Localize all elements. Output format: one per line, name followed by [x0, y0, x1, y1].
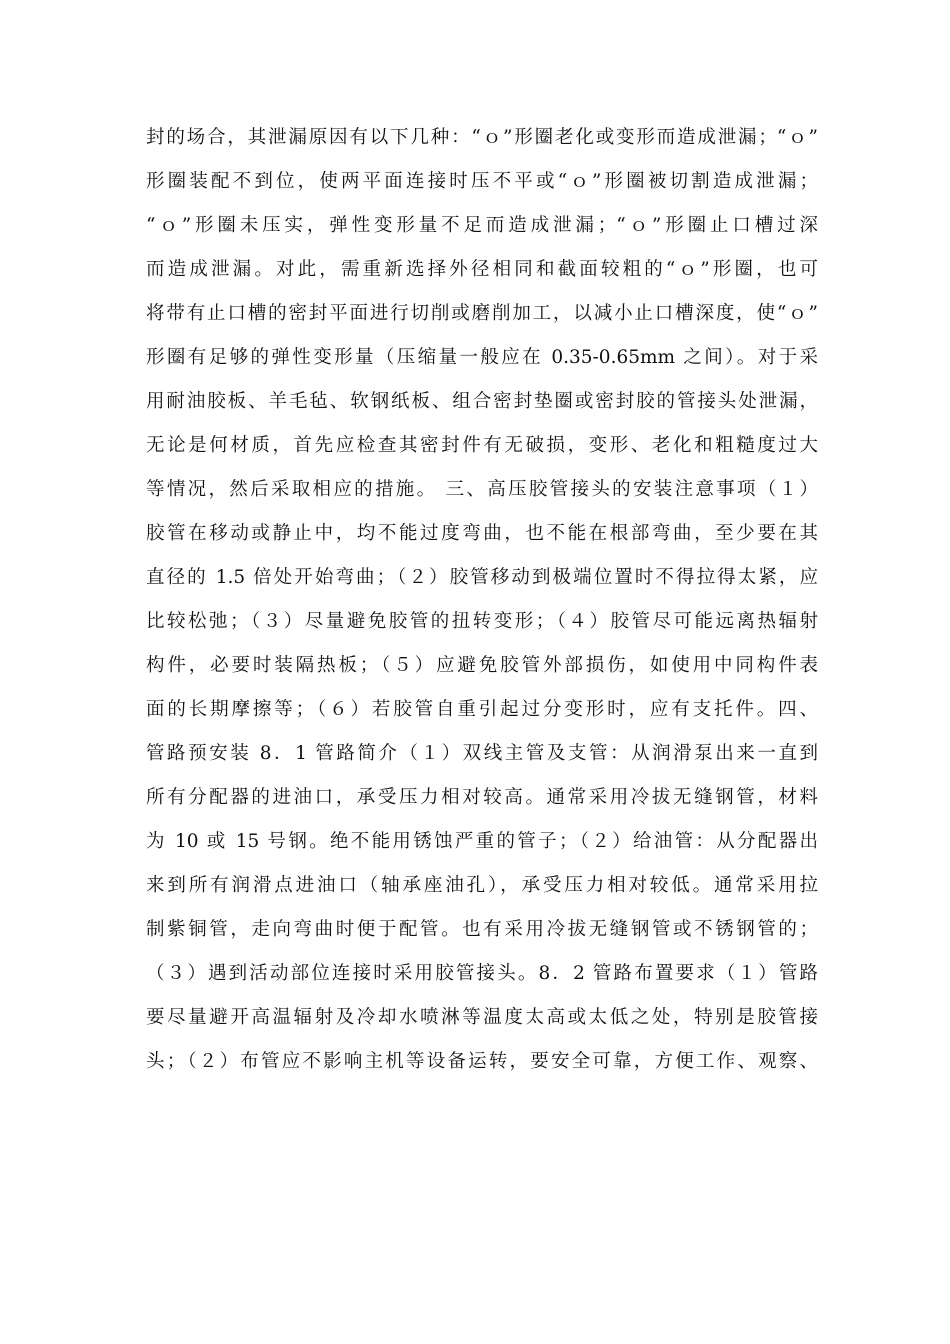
text-line-5: 将带有止口槽的密封平面进行切削或磨削加工，以减小止口槽深度，使“ｏ”: [146, 303, 818, 324]
text-line-1: 封的场合，其泄漏原因有以下几种：“ｏ”形圈老化或变形而造成泄漏；“ｏ”: [146, 127, 818, 148]
text-line-9: 等情况，然后采取相应的措施。 三、高压胶管接头的安装注意事项（１）: [146, 479, 818, 500]
text-line-3: “ｏ”形圈未压实，弹性变形量不足而造成泄漏；“ｏ”形圈止口槽过深: [146, 215, 818, 236]
text-line-7: 用耐油胶板、羊毛毡、软钢纸板、组合密封垫圈或密封胶的管接头处泄漏，: [146, 391, 818, 412]
text-line-13: 构件，必要时装隔热板；（５）应避免胶管外部损伤，如使用中同构件表: [146, 655, 818, 676]
text-line-12: 比较松弛；（３）尽量避免胶管的扭转变形；（４）胶管尽可能远离热辐射: [146, 611, 818, 632]
text-line-6: 形圈有足够的弹性变形量（压缩量一般应在 0.35-0.65mm 之间）。对于采: [146, 347, 818, 368]
text-line-14: 面的长期摩擦等；（６）若胶管自重引起过分变形时，应有支托件。四、: [146, 699, 818, 720]
text-line-11: 直径的 1.5 倍处开始弯曲；（２）胶管移动到极端位置时不得拉得太紧，应: [146, 567, 818, 588]
text-line-19: 制紫铜管，走向弯曲时便于配管。也有采用冷拔无缝钢管或不锈钢管的；: [146, 919, 818, 940]
text-line-18: 来到所有润滑点进油口（轴承座油孔），承受压力相对较低。通常采用拉: [146, 875, 818, 896]
text-line-8: 无论是何材质，首先应检查其密封件有无破损，变形、老化和粗糙度过大: [146, 435, 818, 456]
text-line-4: 而造成泄漏。对此，需重新选择外径相同和截面较粗的“ｏ”形圈，也可: [146, 259, 818, 280]
text-line-15: 管路预安装 8．1 管路简介（１）双线主管及支管：从润滑泵出来一直到: [146, 743, 818, 764]
text-line-17: 为 10 或 15 号钢。绝不能用锈蚀严重的管子；（２）给油管：从分配器出: [146, 831, 818, 852]
text-line-20: （３）遇到活动部位连接时采用胶管接头。8．2 管路布置要求（１）管路: [146, 963, 818, 984]
text-line-10: 胶管在移动或静止中，均不能过度弯曲，也不能在根部弯曲，至少要在其: [146, 523, 818, 544]
text-line-2: 形圈装配不到位，使两平面连接时压不平或“ｏ”形圈被切割造成泄漏；: [146, 171, 818, 192]
text-line-22: 头；（２）布管应不影响主机等设备运转，要安全可靠，方便工作、观察、: [146, 1051, 818, 1072]
text-line-21: 要尽量避开高温辐射及冷却水喷淋等温度太高或太低之处，特别是胶管接: [146, 1007, 818, 1028]
body-text: [146, 116, 818, 1084]
text-line-16: 所有分配器的进油口，承受压力相对较高。通常采用冷拔无缝钢管，材料: [146, 787, 818, 808]
